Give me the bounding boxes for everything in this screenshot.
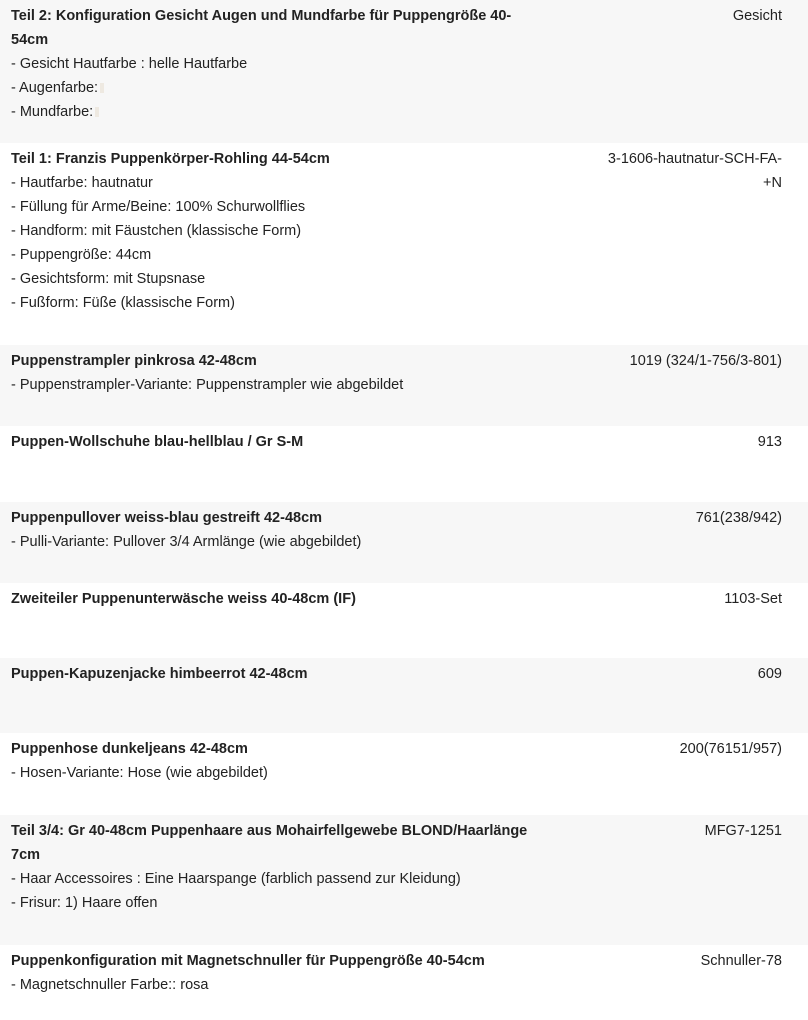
order-item-option <box>11 76 541 100</box>
order-item-option <box>11 761 541 785</box>
order-item-sku: 1103-Set <box>724 591 782 607</box>
order-item-sku: 1019 (324/1-756/3-801) <box>629 353 782 369</box>
order-item-option-text: - Pulli-Variante: Pullover 3/4 Armlänge (wie abgebildet) <box>11 534 362 550</box>
order-item-title: Teil 2: Konfiguration Gesicht Augen und Mundfarbe für Puppengröße 40-54cm <box>11 8 512 48</box>
order-item-title: Teil 1: Franzis Puppenkörper-Rohling 44-54cm <box>11 151 330 167</box>
order-item-option-text: - Gesichtsform: mit Stupsnase <box>11 271 206 287</box>
color-swatch <box>100 83 104 93</box>
order-item-details <box>11 587 541 611</box>
order-item-title: Puppenpullover weiss-blau gestreift 42-48cm <box>11 510 323 526</box>
order-item-row <box>0 426 808 502</box>
order-item-option-text: - Frisur: 1) Haare offen <box>11 895 158 911</box>
order-item-details <box>11 662 541 686</box>
order-item-option <box>11 219 541 243</box>
order-item-title: Puppen-Wollschuhe blau-hellblau / Gr S-M <box>11 434 304 450</box>
order-item-details <box>11 819 541 915</box>
order-item-title: Puppenhose dunkeljeans 42-48cm <box>11 741 248 757</box>
order-item-option-text: - Handform: mit Fäustchen (klassische Form) <box>11 223 302 239</box>
order-item-option-text: - Magnetschnuller Farbe:: rosa <box>11 977 209 993</box>
order-item-option <box>11 373 541 397</box>
order-item-sku: 761(238/942) <box>695 510 782 526</box>
order-item-option <box>11 195 541 219</box>
order-item-details <box>11 4 541 124</box>
order-item-row <box>0 502 808 583</box>
order-item-option <box>11 243 541 267</box>
order-item-sku: Schnuller-78 <box>700 953 782 969</box>
order-item-details <box>11 349 541 397</box>
order-item-title: Puppenstrampler pinkrosa 42-48cm <box>11 353 257 369</box>
order-item-details <box>11 949 541 997</box>
order-item-option-text: - Mundfarbe: <box>11 104 94 120</box>
order-item-sku: 913 <box>757 434 782 450</box>
order-item-option <box>11 291 541 315</box>
order-item-row <box>0 0 808 143</box>
order-item-row <box>0 733 808 815</box>
order-item-option-text: - Hosen-Variante: Hose (wie abgebildet) <box>11 765 268 781</box>
color-swatch <box>95 107 99 117</box>
order-item-title: Puppen-Kapuzenjacke himbeerrot 42-48cm <box>11 666 308 682</box>
order-item-title: Teil 3/4: Gr 40-48cm Puppenhaare aus Mohairfellgewebe BLOND/Haarlänge 7cm <box>11 823 528 863</box>
order-item-row <box>0 143 808 345</box>
order-item-option-text: - Augenfarbe: <box>11 80 99 96</box>
order-item-row <box>0 815 808 945</box>
order-item-row <box>0 583 808 658</box>
order-item-row <box>0 658 808 733</box>
order-item-details <box>11 430 541 454</box>
order-item-option-text: - Puppengröße: 44cm <box>11 247 152 263</box>
order-item-option <box>11 267 541 291</box>
order-item-details <box>11 737 541 785</box>
order-item-option <box>11 973 541 997</box>
order-item-title: Puppenkonfiguration mit Magnetschnuller für Puppengröße 40-54cm <box>11 953 485 969</box>
order-item-option-text: - Füllung für Arme/Beine: 100% Schurwollflies <box>11 199 306 215</box>
order-item-details <box>11 506 541 554</box>
order-item-option-text: - Gesicht Hautfarbe : helle Hautfarbe <box>11 56 248 72</box>
order-item-row <box>0 945 808 1020</box>
order-item-details <box>11 147 541 315</box>
order-item-option-text: - Hautfarbe: hautnatur <box>11 175 153 191</box>
order-item-option <box>11 171 541 195</box>
order-item-option <box>11 52 541 76</box>
order-item-sku: 3-1606-hautnatur-SCH-FA-+N <box>607 151 782 191</box>
order-item-sku: MFG7-1251 <box>704 823 782 839</box>
order-item-option-text: - Fußform: Füße (klassische Form) <box>11 295 235 311</box>
order-item-option <box>11 891 541 915</box>
order-item-title: Zweiteiler Puppenunterwäsche weiss 40-48cm (IF) <box>11 591 356 607</box>
order-item-option <box>11 867 541 891</box>
order-item-sku: Gesicht <box>732 8 782 24</box>
order-item-option-text: - Puppenstrampler-Variante: Puppenstrampler wie abgebildet <box>11 377 404 393</box>
order-item-sku: 200(76151/957) <box>679 741 782 757</box>
order-item-sku: 609 <box>757 666 782 682</box>
order-item-option <box>11 100 541 124</box>
order-item-option-text: - Haar Accessoires : Eine Haarspange (farblich passend zur Kleidung) <box>11 871 461 887</box>
order-item-row <box>0 345 808 426</box>
order-item-option <box>11 530 541 554</box>
